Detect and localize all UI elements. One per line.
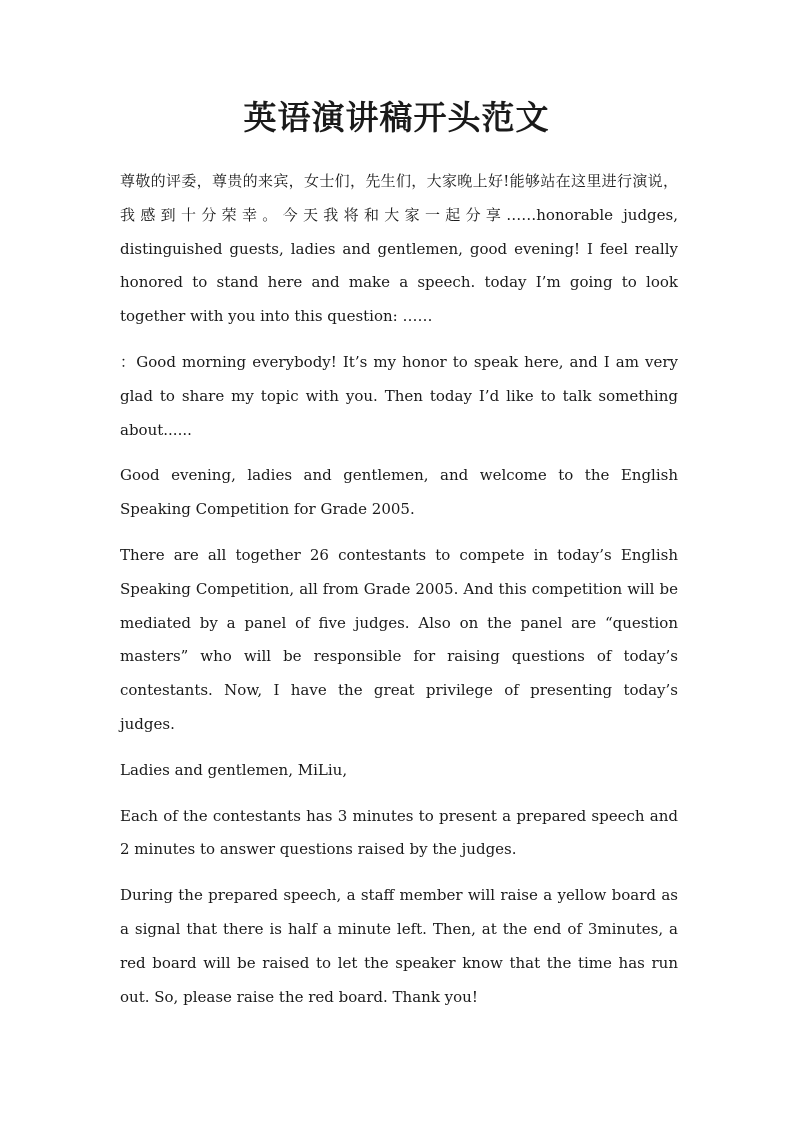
page-title: 英语演讲稿开头范文: [243, 98, 550, 137]
paragraph-3: Good evening, ladies and gentlemen, and welcome to the English Speaking Competition for Grade 2005.: [120, 466, 678, 519]
paragraph-2: ：Good morning everybody! It’s my honor to speak here, and I am very glad to share my topic with you. Then today I’d like to talk something about......: [120, 352, 678, 439]
paragraph-7: During the prepared speech, a staff member will raise a yellow board as a signal that there is half a minute left. Then, at the end of 3minutes, a red board will be raised to let the speaker know that the time has run out. So, please raise the red board. Thank you!: [120, 886, 678, 1006]
paragraph-5: Ladies and gentlemen, MiLiu,: [120, 760, 348, 779]
paragraph-4: There are all together 26 contestants to compete in today’s English Speaking Competition, all from Grade 2005. And this competition will be mediated by a panel of five judges. Also on the panel are “question masters” who will be responsible for raising questions of today’s contestants. Now, I have the great privilege of presenting today’s judges.: [120, 545, 678, 733]
paragraph-1: 尊敬的评委，尊贵的来宾，女士们，先生们，大家晚上好!能够站在这里进行演说，我感到十分荣幸。今天我将和大家一起分享……honorable judges, distinguished guests, ladies and gentlemen, good evening! I feel really honored to stand here and make a speech. today I’m going to look together with you into this question: ……: [120, 172, 678, 326]
document-body: [120, 165, 678, 1026]
paragraph-6: Each of the contestants has 3 minutes to present a prepared speech and 2 minutes to answer questions raised by the judges.: [120, 806, 678, 859]
